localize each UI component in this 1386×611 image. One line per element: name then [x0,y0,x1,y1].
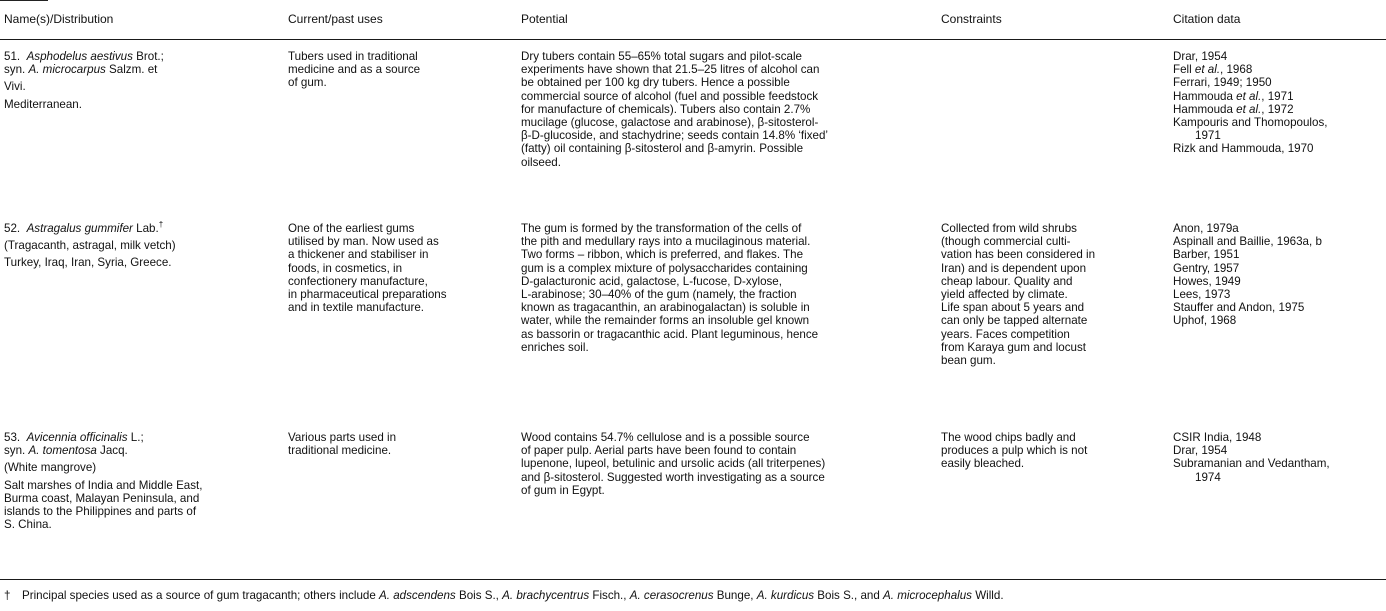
common-name: (White mangrove) [4,461,97,475]
constraints-line: Iran) and is dependent upon [941,261,1087,275]
citation: Aspinall and Baillie, 1963a, b [1173,235,1322,249]
constraints-line: easily bleached. [941,457,1025,471]
citation: Anon, 1979a [1173,222,1239,235]
distribution-line: Mediterranean. [4,97,82,111]
citation: Subramanian and Vedantham, [1173,457,1330,471]
footnote-text-run: Principal species used as a source of gum tragacanth; others include [22,589,380,602]
footnote-text-run: Bunge, [713,589,757,602]
potential-line: be obtained per 100 kg dry tubers. Hence a possible [521,76,790,90]
uses-line: a thickener and stabiliser in [288,248,429,262]
authority: Lab. [136,222,159,235]
potential-line: as bassorin or tragacanthic acid. Plant leguminous, hence [521,327,819,341]
entry-53-citations [1173,431,1383,484]
constraints-line: years. Faces competition [941,327,1070,341]
uses-line: Tubers used in traditional [288,50,418,63]
distribution [4,479,284,532]
footnote-text-run: Bois S., [455,589,503,602]
uses-line: utilised by man. Now used as [288,235,439,249]
uses-line: foods, in cosmetics, in [288,261,403,275]
top-rule-fragment [0,0,48,1]
uses-line: in pharmaceutical preparations [288,288,447,302]
distribution-line: islands to the Philippines and parts of [4,505,197,519]
distribution-line: S. China. [4,518,52,532]
citation: Hammouda et al., 1971 [1173,89,1294,103]
common-name: (Tragacanth, astragal, milk vetch) [4,239,176,253]
potential-line: known as tragacanthin, an arabinogalactan) is soluble in [521,301,810,315]
constraints-line: from Karaya gum and locust [941,340,1086,354]
synonym-name: A. tomentosa [28,444,97,458]
footnote-text [22,589,1004,602]
constraints-line: yield affected by climate. [941,288,1068,302]
potential-line: for manufacture of chemicals). Tubers also contain 2.7% [521,102,811,116]
potential-line: enriches soil. [521,340,589,354]
synonym-authority-continued: Vivi. [4,80,26,94]
synonym-name: A. microcarpus [28,63,106,77]
entry-53-potential [521,431,931,497]
uses-line: One of the earliest gums [288,222,415,235]
constraints-line: The wood chips badly and [941,431,1076,444]
citation: Hammouda et al., 1972 [1173,102,1294,116]
constraints-line: Collected from wild shrubs [941,222,1077,235]
species-name [4,222,284,235]
entry-52-potential [521,222,931,354]
potential-line: of gum in Egypt. [521,483,605,497]
entry-52-names [4,222,284,274]
distribution-line: Burma coast, Malayan Peninsula, and [4,491,200,505]
scientific-name: Asphodelus aestivus [26,50,133,63]
citation: Drar, 1954 [1173,50,1228,63]
species-name [4,50,284,76]
entry-number: 51. [4,50,21,63]
header-potential: Potential [521,12,568,26]
potential-line: and β-sitosterol. Suggested worth investigating as a source [521,470,825,484]
potential-line: commercial source of alcohol (fuel and possible feedstock [521,89,819,103]
footnote-species-name: A. brachycentrus [502,589,590,602]
header-current-past-uses: Current/past uses [288,12,383,26]
scientific-name: Avicennia officinalis [26,431,128,444]
footer-rule [0,579,1386,580]
potential-line: β-D-glucoside, and stachydrine; seeds contain 14.8% ‘fixed’ [521,129,828,143]
footnote-species-name: A. adscendens [379,589,456,602]
citation: Uphof, 1968 [1173,314,1237,328]
header-constraints: Constraints [941,12,1002,26]
citation: CSIR India, 1948 [1173,431,1262,444]
constraints-line: vation has been considered in [941,248,1096,262]
potential-line: gum is a complex mixture of polysaccharides containing [521,261,808,275]
header-citation-data: Citation data [1173,12,1241,26]
potential-line: the pith and medullary rays into a mucilaginous material. [521,235,811,249]
footnote-species-name: A. microcephalus [883,589,972,602]
constraints-line: Life span about 5 years and [941,301,1085,315]
entry-51-names [4,50,284,111]
citation-continued: 1971 [1195,129,1221,143]
distribution [4,98,284,111]
entry-52-citations [1173,222,1383,328]
synonym-prefix: syn. [4,444,26,458]
potential-line: experiments have shown that 21.5–25 litres of alcohol can [521,63,820,77]
citation: Rizk and Hammouda, 1970 [1173,142,1314,156]
synonym-authority: Jacq. [100,444,128,458]
footnote-species-name: A. cerasocrenus [629,589,714,602]
constraints-line: can only be tapped alternate [941,314,1088,328]
entry-53-uses [288,431,513,457]
entry-number: 53. [4,431,21,444]
potential-line: oilseed. [521,155,561,169]
synonym-authority: Salzm. et [109,63,158,77]
potential-line: D-galacturonic acid, galactose, L-fucose, D-xylose, [521,274,782,288]
distribution: Turkey, Iraq, Iran, Syria, Greece. [4,256,172,270]
authority: Brot.; [136,50,164,63]
footnote-text-run: Bois S., and [814,589,884,602]
entry-52-constraints [941,222,1166,367]
citation: Gentry, 1957 [1173,261,1240,275]
citation: Barber, 1951 [1173,248,1240,262]
citation-continued: 1974 [1195,470,1221,484]
constraints-line: produces a pulp which is not [941,444,1088,458]
uses-line: traditional medicine. [288,444,392,458]
footnote-species-name: A. kurdicus [756,589,815,602]
potential-line: Two forms – ribbon, which is preferred, and flakes. The [521,248,804,262]
potential-line: mucilage (glucose, galactose and arabinose), β-sitosterol- [521,116,819,130]
constraints-line: cheap labour. Quality and [941,274,1073,288]
uses-line: of gum. [288,76,327,90]
species-name [4,431,284,457]
distribution-line: Salt marshes of India and Middle East, [4,478,203,492]
potential-line: lupenone, lupeol, betulinic and ursolic acids (all triterpenes) [521,457,826,471]
entry-51-uses [288,50,513,90]
citation: Fell et al., 1968 [1173,63,1253,77]
citation: Ferrari, 1949; 1950 [1173,76,1272,90]
potential-line: of paper pulp. Aerial parts have been found to contain [521,444,797,458]
citation: Lees, 1973 [1173,288,1231,302]
header-rule [0,39,1386,40]
entry-51-potential [521,50,931,169]
potential-line: Dry tubers contain 55–65% total sugars and pilot-scale [521,50,802,63]
dagger-icon: † [4,589,11,602]
entry-number: 52. [4,222,21,235]
authority: L.; [130,431,144,444]
potential-line: Wood contains 54.7% cellulose and is a possible source [521,431,810,444]
footnote-text-run: Fisch., [589,589,630,602]
footnote [4,589,1004,602]
constraints-line: bean gum. [941,354,996,368]
synonym-prefix: syn. [4,63,26,77]
entry-53-constraints [941,431,1166,471]
citation: Drar, 1954 [1173,444,1228,458]
uses-line: medicine and as a source [288,63,421,77]
potential-line: water, while the remainder forms an insoluble gel known [521,314,810,328]
constraints-line: (though commercial culti- [941,235,1071,249]
entry-51-citations [1173,50,1383,156]
uses-line: and in textile manufacture. [288,301,424,315]
header-names-distribution: Name(s)/Distribution [4,12,114,26]
footnote-text-run: Willd. [971,589,1004,602]
scientific-name: Astragalus gummifer [26,222,133,235]
potential-line: The gum is formed by the transformation of the cells of [521,222,802,235]
uses-line: confectionery manufacture, [288,274,428,288]
potential-line: (fatty) oil containing β-sitosterol and β-amyrin. Possible [521,142,804,156]
potential-line: L-arabinose; 30–40% of the gum (namely, the fraction [521,288,797,302]
citation: Howes, 1949 [1173,274,1241,288]
entry-52-uses [288,222,513,314]
citation: Stauffer and Andon, 1975 [1173,301,1305,315]
entry-53-names [4,431,284,531]
citation: Kampouris and Thomopoulos, [1173,116,1328,130]
dagger-footnote-marker: † [158,220,164,229]
uses-line: Various parts used in [288,431,397,444]
